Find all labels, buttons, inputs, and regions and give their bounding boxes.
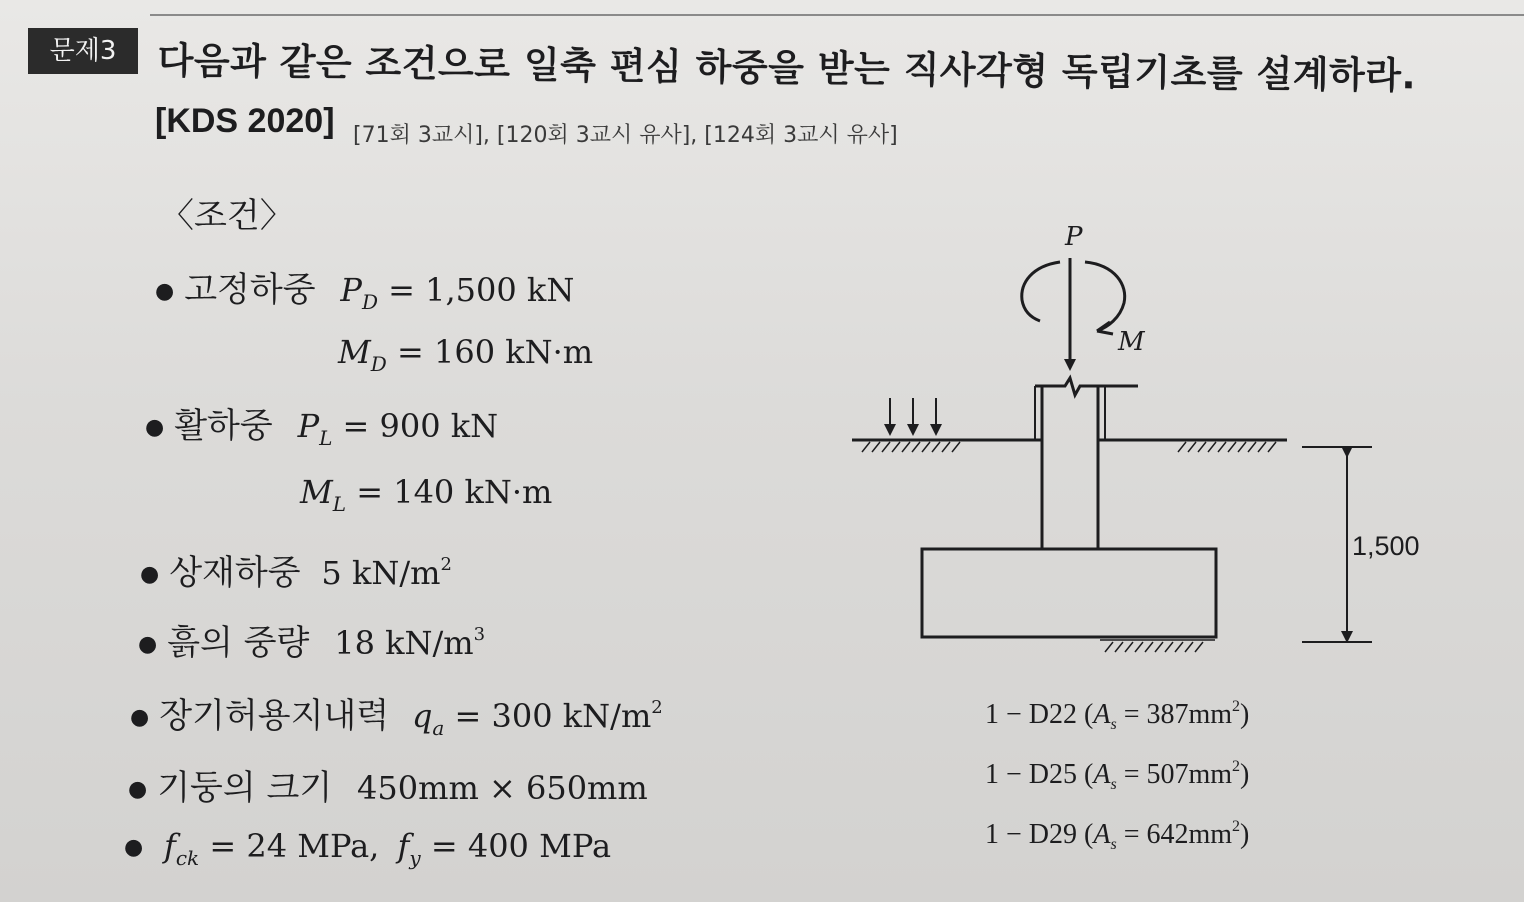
rebar-option: 1 − D25 $(A_s = 507mm^2)$ (985, 758, 1250, 793)
condition-soil-weight: ● 흙의 중량 18 $kN/m^3$ (138, 623, 486, 663)
condition-dead-moment: $M_D = 160$ kN·m (338, 333, 594, 376)
bullet-icon: ● (145, 415, 165, 440)
soil-hatch (862, 442, 1276, 652)
bullet-icon: ● (155, 279, 175, 304)
bullet-icon: ● (128, 777, 148, 802)
exam-reference: [71회 3교시], [120회 3교시 유사], [124회 3교시 유사] (353, 123, 898, 148)
moment-arrow-icon (1085, 262, 1125, 331)
condition-column-size: ● 기둥의 크기 450mm × 650mm (128, 768, 648, 808)
condition-live-moment: $M_L = 140$ kN·m (300, 473, 553, 516)
problem-title: 다음과 같은 조건으로 일축 편심 하중을 받는 직사각형 독립기초를 설계하라. (157, 38, 1417, 98)
condition-bearing-capacity: ● 장기허용지내력 $q_a = 300$ $kN/m^2$ (130, 696, 663, 740)
bullet-icon: ● (130, 705, 150, 730)
design-code: [KDS 2020] (155, 102, 335, 140)
condition-live-load: ● 활하중 $P_L = 900$ kN (145, 406, 499, 450)
condition-surcharge: ● 상재하중 5 $kN/m^2$ (140, 553, 452, 593)
load-label: P (1065, 222, 1083, 252)
bullet-icon: ● (124, 835, 144, 860)
rebar-option: 1 − D29 $(A_s = 642mm^2)$ (985, 818, 1250, 853)
problem-badge: 문제3 (28, 28, 138, 74)
depth-label: 1,500 (1352, 531, 1420, 561)
bullet-icon: ● (140, 562, 160, 587)
conditions-heading: 〈조건〉 (160, 196, 294, 236)
bullet-icon: ● (138, 632, 158, 657)
moment-label: M (1118, 327, 1145, 357)
condition-dead-load: ● 고정하중 $P_D = 1,500$ kN (155, 270, 575, 314)
footing-slab (922, 549, 1216, 637)
rebar-option: 1 − D22 $(A_s = 387mm^2)$ (985, 698, 1250, 733)
condition-materials: ● $f_{ck} = 24$ MPa, $f_y = 400$ MPa (124, 827, 612, 870)
